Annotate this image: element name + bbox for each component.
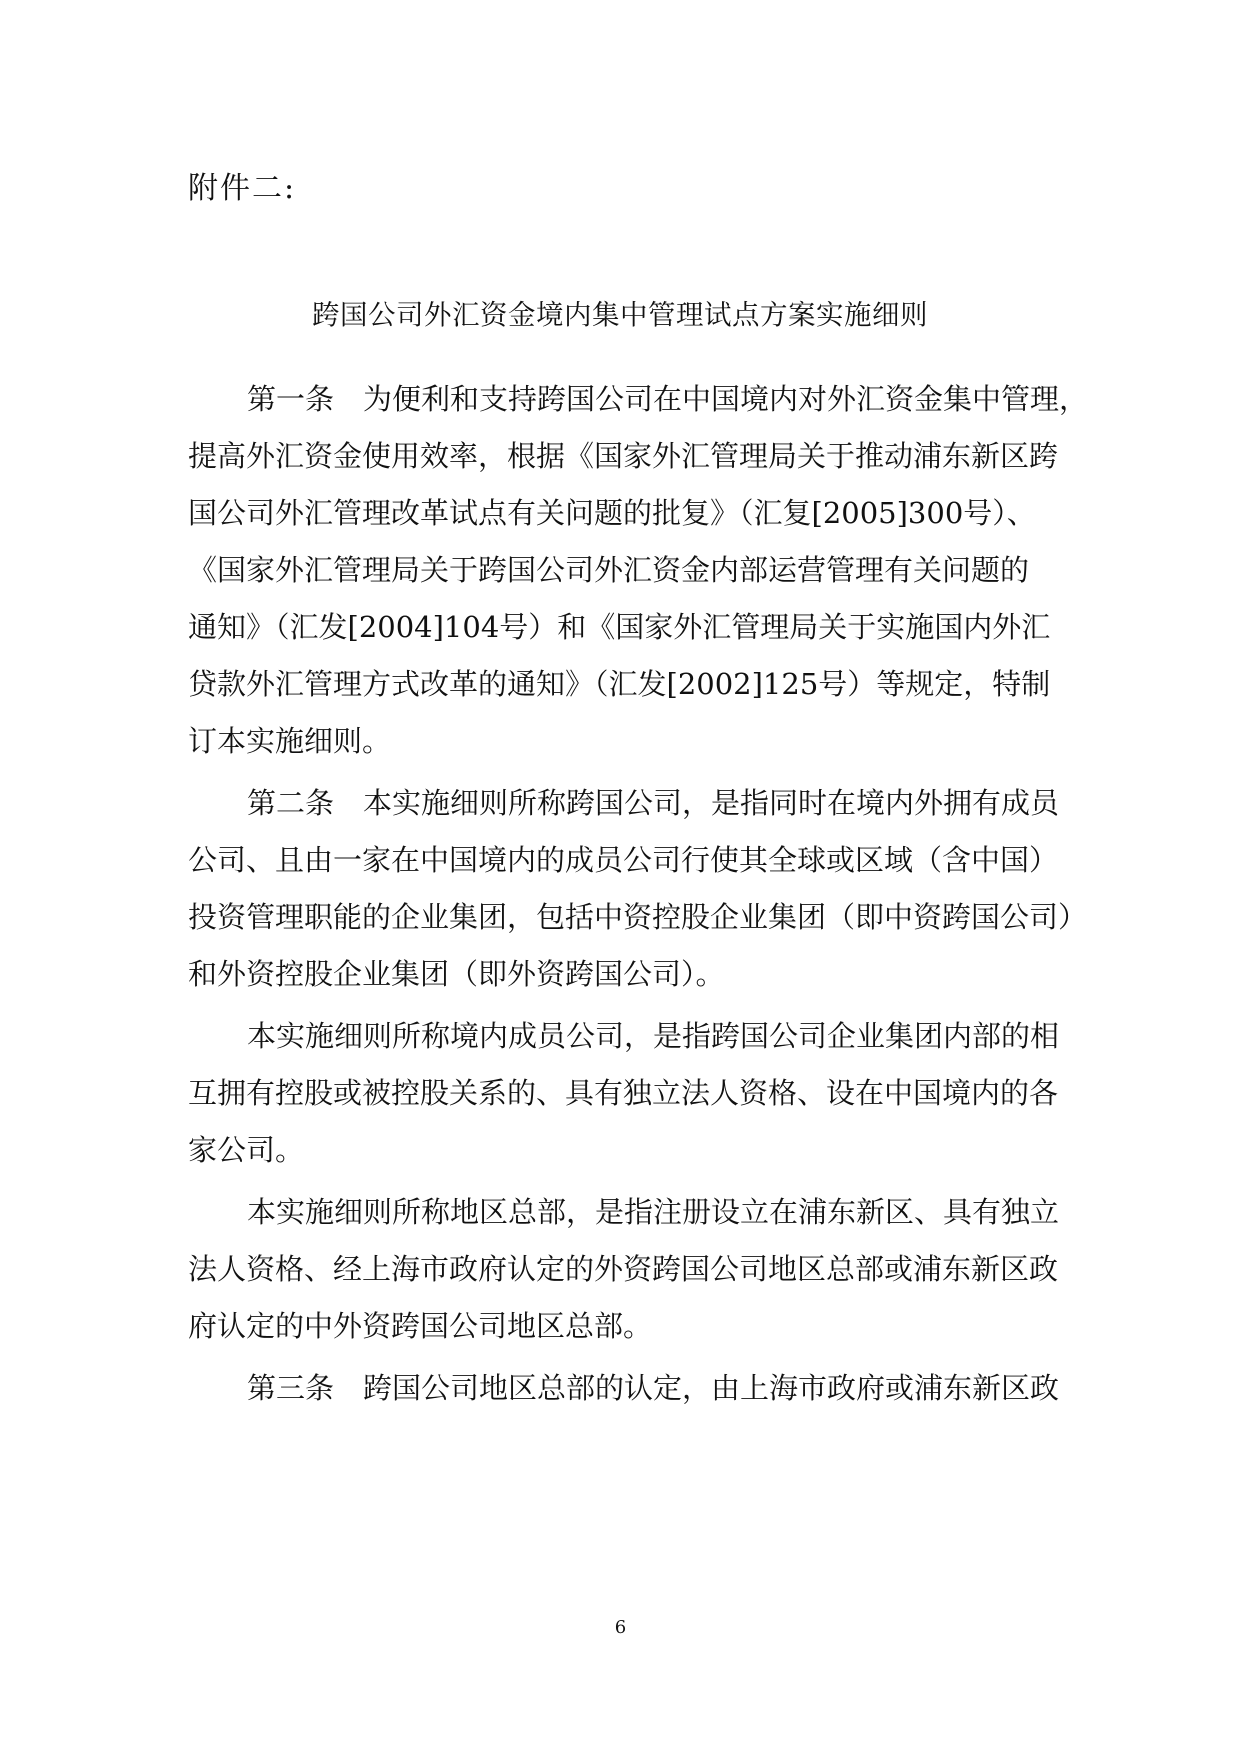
paragraph-line: 提高外汇资金使用效率，根据《国家外汇管理局关于推动浦东新区跨 xyxy=(188,439,1059,473)
paragraph-line: 本实施细则所称境内成员公司，是指跨国公司企业集团内部的相 xyxy=(247,1019,1060,1053)
paragraph-line: 公司、且由一家在中国境内的成员公司行使其全球或区域（含中国） xyxy=(188,843,1059,877)
paragraph-line: 互拥有控股或被控股关系的、具有独立法人资格、设在中国境内的各 xyxy=(188,1076,1059,1110)
paragraph-line: 家公司。 xyxy=(188,1133,305,1167)
paragraph-line: 第一条 为便利和支持跨国公司在中国境内对外汇资金集中管理， xyxy=(247,382,1089,416)
paragraph-line: 国公司外汇管理改革试点有关问题的批复》（汇复[2005]300号）、 xyxy=(188,496,1036,530)
paragraph-line: 本实施细则所称地区总部，是指注册设立在浦东新区、具有独立 xyxy=(247,1195,1060,1229)
document-title: 跨国公司外汇资金境内集中管理试点方案实施细则 xyxy=(312,299,928,331)
paragraph-line: 府认定的中外资跨国公司地区总部。 xyxy=(188,1309,653,1343)
page-number: 6 xyxy=(614,1617,627,1638)
attachment-label: 附件二: xyxy=(188,171,297,206)
paragraph-line: 第二条 本实施细则所称跨国公司，是指同时在境内外拥有成员 xyxy=(247,786,1060,820)
paragraph-line: 投资管理职能的企业集团，包括中资控股企业集团（即中资跨国公司） xyxy=(188,900,1088,934)
paragraph-line: 通知》（汇发[2004]104号）和《国家外汇管理局关于实施国内外汇 xyxy=(188,610,1051,644)
paragraph-line: 贷款外汇管理方式改革的通知》（汇发[2002]125号）等规定，特制 xyxy=(188,667,1051,701)
paragraph-line: 订本实施细则。 xyxy=(188,724,392,758)
paragraph-line: 和外资控股企业集团（即外资跨国公司）。 xyxy=(188,957,725,991)
paragraph-line: 《国家外汇管理局关于跨国公司外汇资金内部运营管理有关问题的 xyxy=(188,553,1030,587)
paragraph-line: 第三条 跨国公司地区总部的认定，由上海市政府或浦东新区政 xyxy=(247,1371,1060,1405)
paragraph-line: 法人资格、经上海市政府认定的外资跨国公司地区总部或浦东新区政 xyxy=(188,1252,1059,1286)
